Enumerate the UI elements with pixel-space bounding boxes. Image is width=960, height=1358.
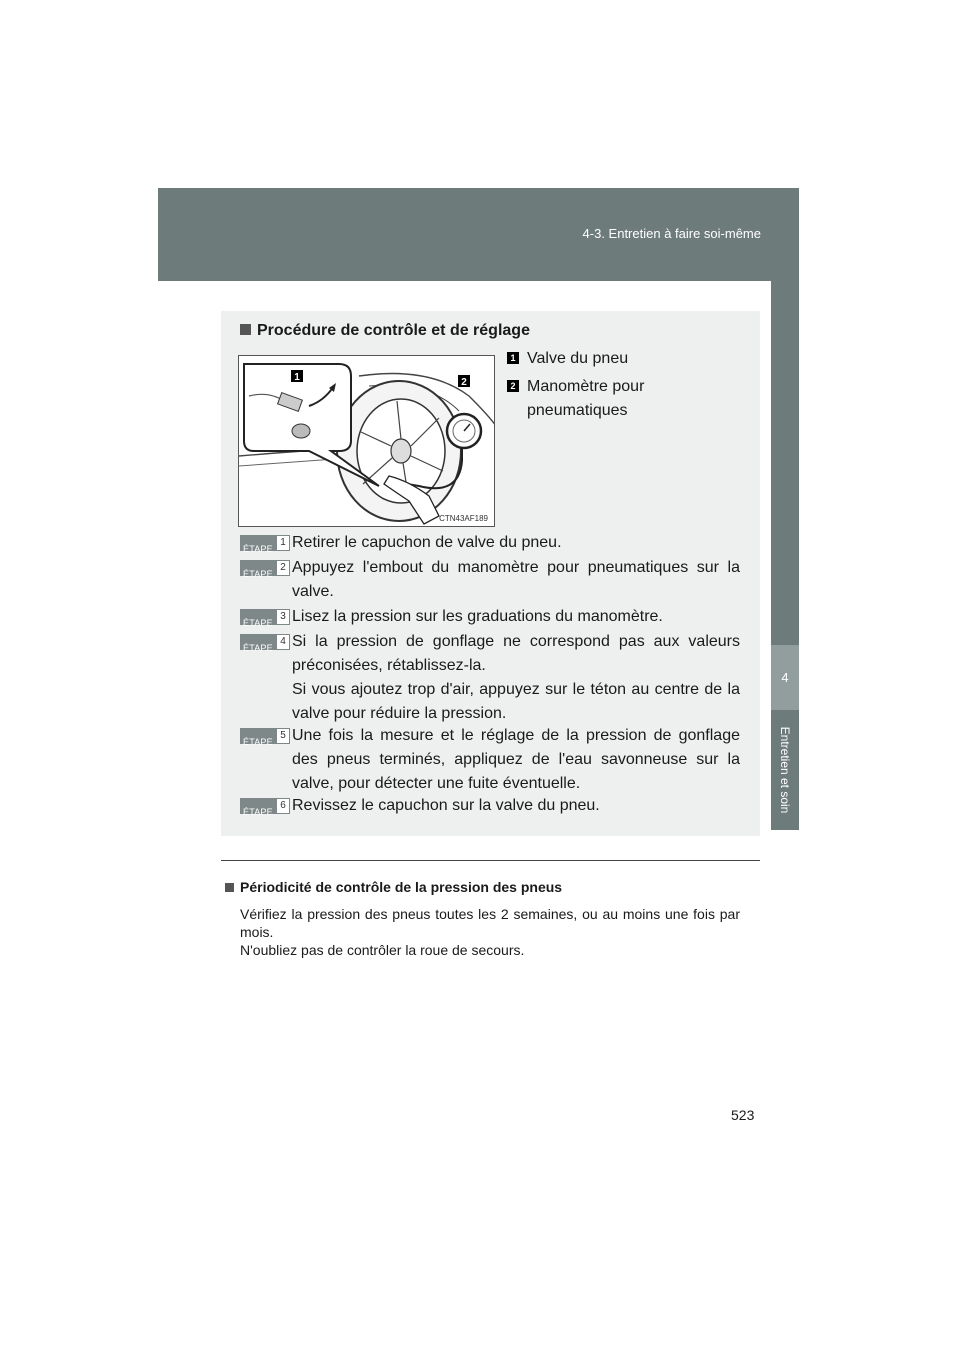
note-heading: Périodicité de contrôle de la pression des pneus <box>225 879 562 895</box>
step-badge: ÉTAPE 1 <box>240 535 290 551</box>
step-badge: ÉTAPE 5 <box>240 728 290 744</box>
step-item <box>240 794 740 818</box>
note-text: Vérifiez la pression des pneus toutes les 2 semaines, ou au moins une fois par mois. <box>240 906 740 940</box>
legend-badge: 2 <box>507 380 519 392</box>
legend-badge: 1 <box>507 352 519 364</box>
chapter-title: Entretien et soin <box>778 726 792 814</box>
step-item <box>240 630 740 726</box>
svg-text:1: 1 <box>294 372 300 383</box>
step-text: Lisez la pression sur les graduations du manomètre. <box>292 608 663 625</box>
legend-text: Valve du pneu <box>527 350 629 367</box>
tire-gauge-illustration <box>238 355 495 527</box>
chapter-title-tab <box>771 710 799 830</box>
square-bullet-icon <box>225 883 234 892</box>
step-text: Si la pression de gonflage ne correspond pas aux valeurs préconisées, rétablissez-la. <box>292 633 740 674</box>
step-badge: ÉTAPE 3 <box>240 609 290 625</box>
note-text: N'oubliez pas de contrôler la roue de secours. <box>240 942 525 958</box>
step-badge: ÉTAPE 4 <box>240 634 290 650</box>
procedure-heading: Procédure de contrôle et de réglage <box>240 322 530 340</box>
square-bullet-icon <box>240 324 251 335</box>
step-item <box>240 556 740 604</box>
side-tab-upper <box>771 281 799 645</box>
step-text: Retirer le capuchon de valve du pneu. <box>292 534 562 551</box>
illustration-svg <box>239 356 495 527</box>
section-divider <box>221 860 760 861</box>
step-text: Revissez le capuchon sur la valve du pneu. <box>292 797 600 814</box>
step-item <box>240 531 740 555</box>
note-body <box>240 905 740 959</box>
section-header-bar <box>158 188 799 281</box>
step-item <box>240 605 740 629</box>
section-title: 4-3. Entretien à faire soi-même <box>582 226 761 241</box>
step-text: Appuyez l'embout du manomètre pour pneumatiques sur la valve. <box>292 559 740 600</box>
page-number: 523 <box>731 1107 755 1123</box>
chapter-number-tab: 4 <box>771 645 799 710</box>
legend-text: Manomètre pour pneumatiques <box>527 378 645 419</box>
figure-code: CTN43AF189 <box>439 514 488 523</box>
step-text: Une fois la mesure et le réglage de la pression de gonflage des pneus terminés, appliquez de l'eau savonneuse sur la valve, pour détecter une fuite éventuelle. <box>292 727 740 792</box>
step-badge: ÉTAPE 6 <box>240 798 290 814</box>
step-text: Si vous ajoutez trop d'air, appuyez sur le téton au centre de la valve pour réduire la pression. <box>292 681 740 722</box>
valve-cap-graphic <box>292 424 310 438</box>
step-badge: ÉTAPE 2 <box>240 560 290 576</box>
step-item <box>240 724 740 796</box>
svg-text:2: 2 <box>461 377 467 388</box>
